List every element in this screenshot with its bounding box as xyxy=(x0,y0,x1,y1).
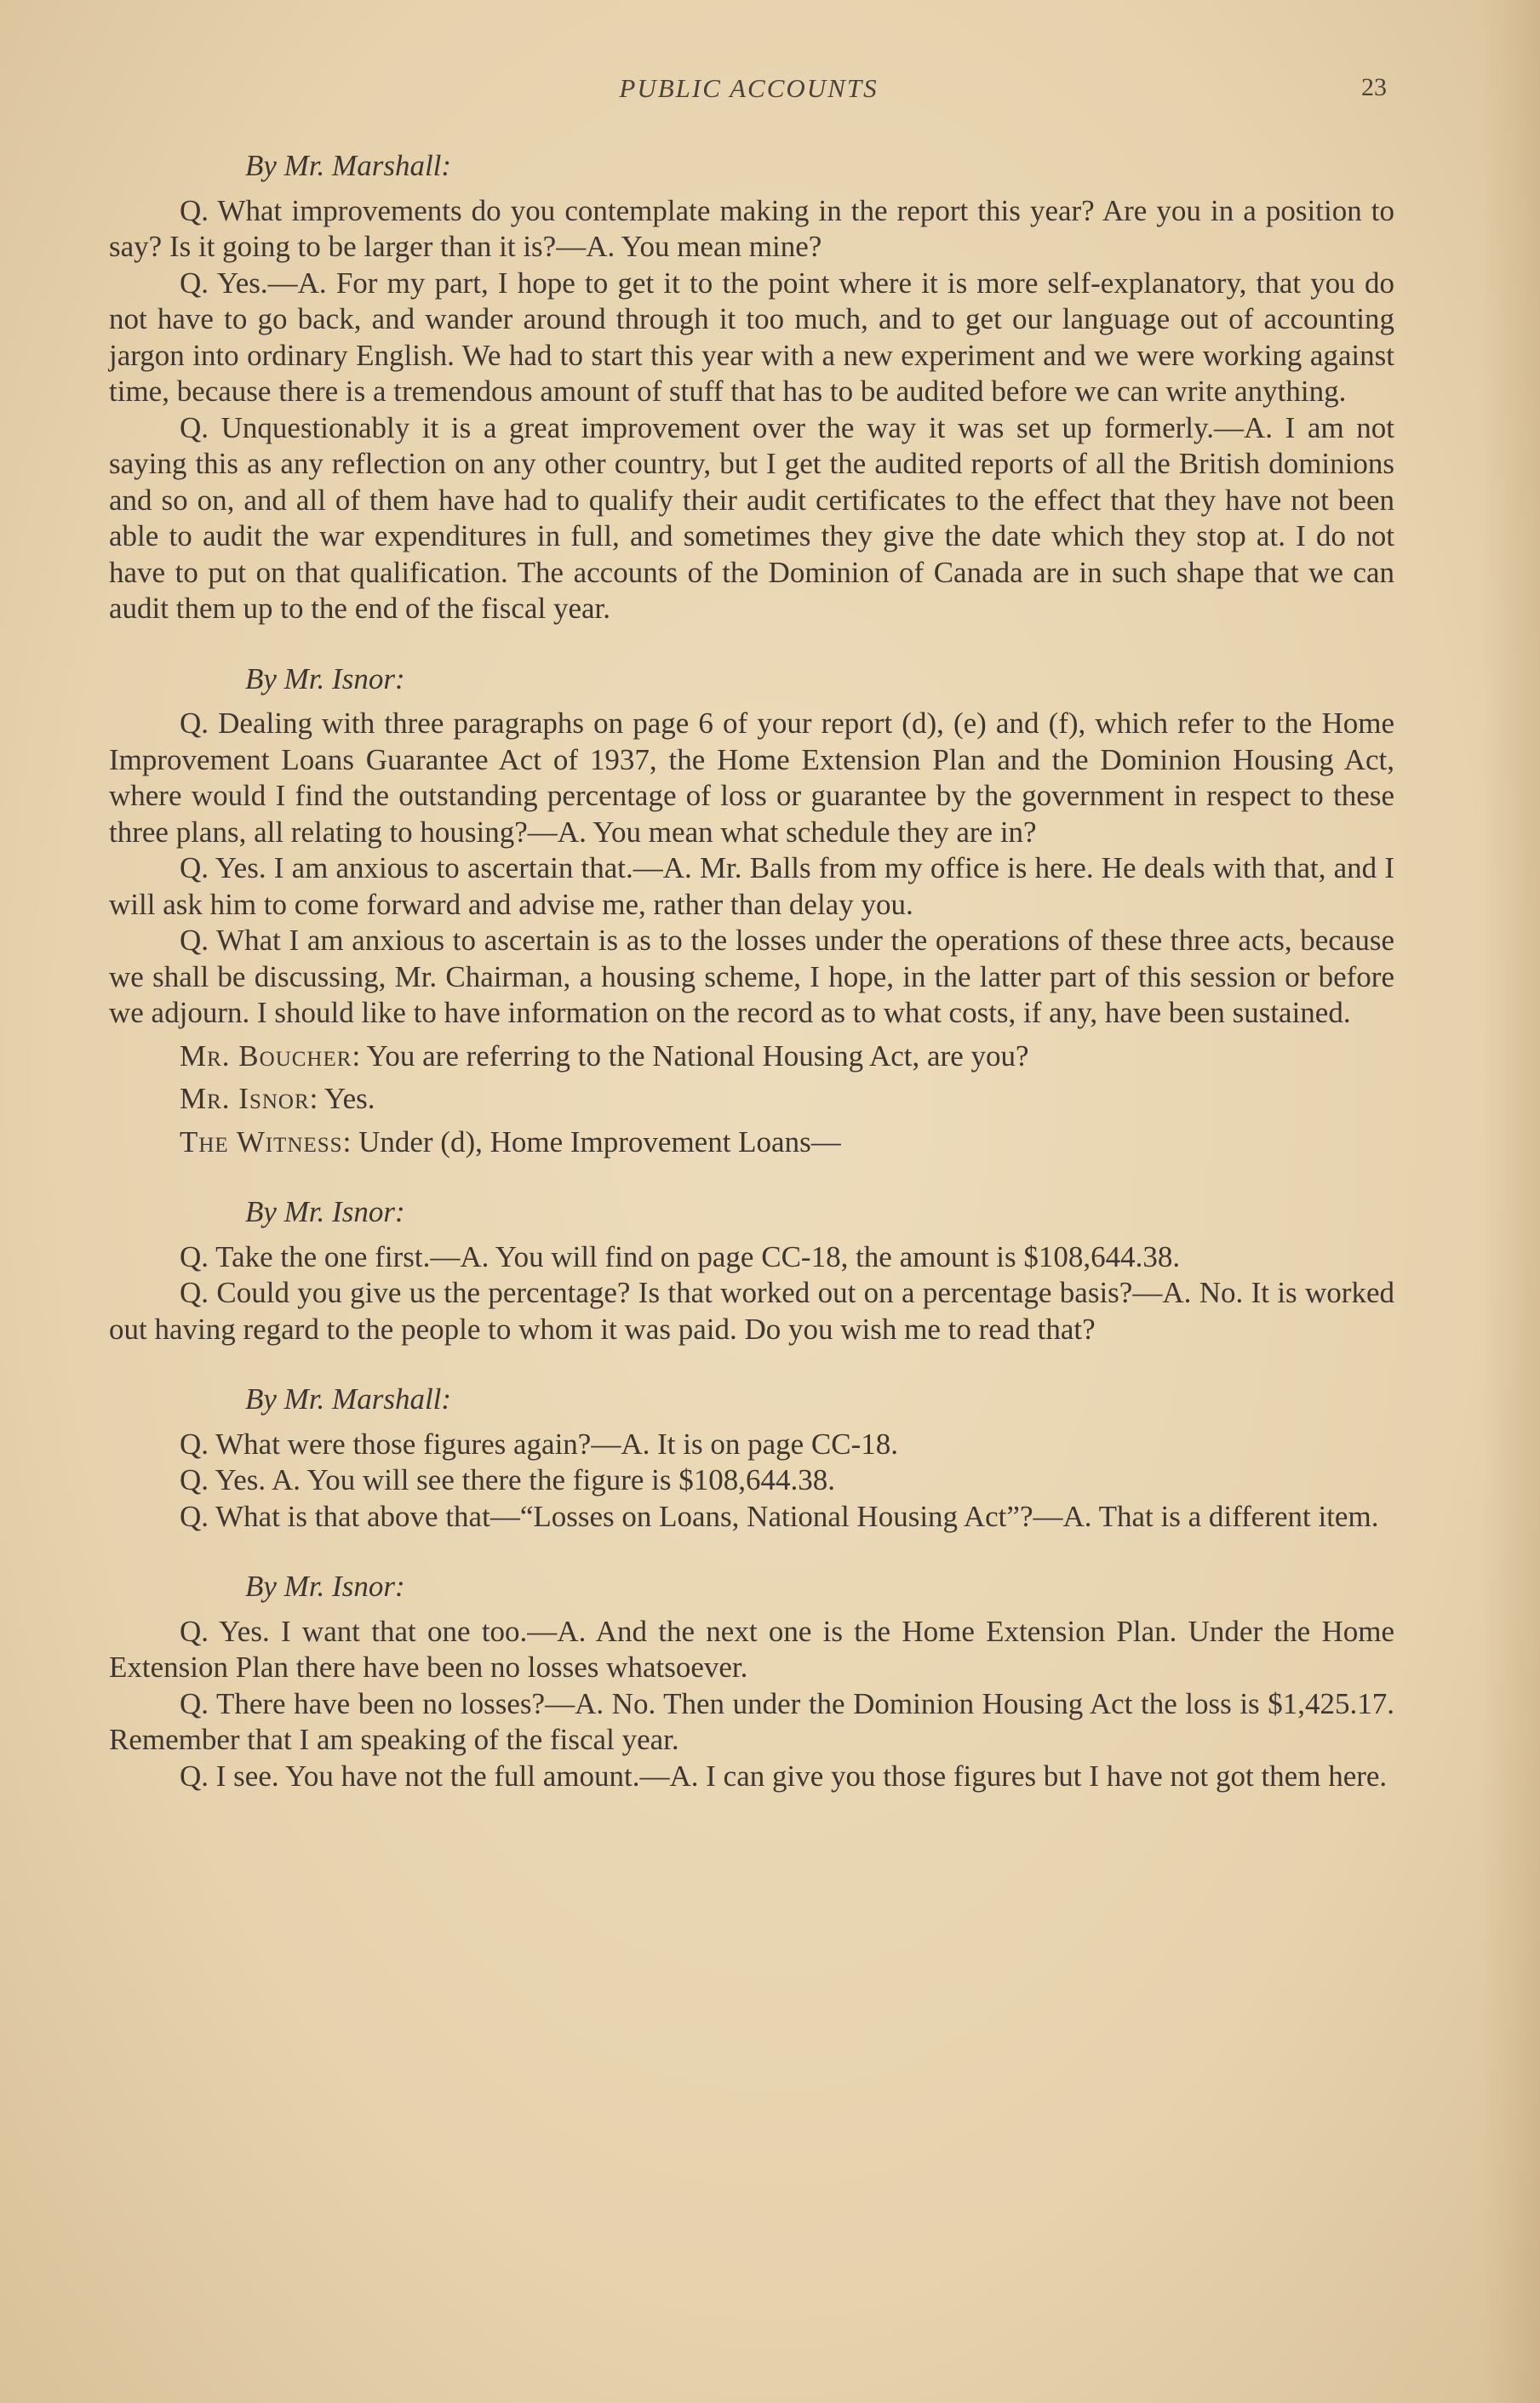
paragraph: Q. I see. You have not the full amount.—A. I can give you those figures but I have not got them here. xyxy=(180,1759,1388,1793)
speaker-line xyxy=(109,1081,1394,1118)
speaker-name: Mr. Boucher xyxy=(180,1038,352,1073)
paragraph: Q. Yes.—A. For my part, I hope to get it to the point where it is more self-explanatory, that you do not have to go back, and wander around through it too much, and to get our language out of accounting jargon into ordinary English. We had to start this year with a new experiment and we were working against time, because there is a tremendous amount of stuff that has to be audited before we can write anything. xyxy=(109,266,1394,408)
page-body xyxy=(109,143,1394,1794)
speaker-heading: By Mr. Isnor: xyxy=(245,661,405,695)
page-number: 23 xyxy=(1361,73,1387,101)
page-header xyxy=(111,73,1387,111)
speaker-line xyxy=(109,1124,1394,1161)
paragraph: Q. Unquestionably it is a great improvement over the way it was set up formerly.—A. I am not saying this as any reflection on any other country, but I get the audited reports of all the British dominions and so on, and all of them have had to qualify their audit certificates to the effect that they have not been able to audit the war expenditures in full, and sometimes they give the date which they stop at. I do not have to put on that qualification. The accounts of the Dominion of Canada are in such shape that we can audit them up to the end of the fiscal year. xyxy=(109,410,1394,625)
paragraph: Q. What improvements do you contemplate making in the report this year? Are you in a position to say? Is it going to be larger than it is?—A. You mean mine? xyxy=(109,193,1394,263)
paragraph: Q. Yes. I want that one too.—A. And the next one is the Home Extension Plan. Under the Home Extension Plan there have been no losses whatsoever. xyxy=(109,1614,1394,1684)
paragraph: Q. Yes. A. You will see there the figure is $108,644.38. xyxy=(180,1463,835,1496)
speaker-text: : Yes. xyxy=(309,1082,375,1115)
paragraph: Q. Could you give us the percentage? Is that worked out on a percentage basis?—A. No. It is worked out having regard to the people to whom it was paid. Do you wish me to read that? xyxy=(109,1276,1394,1346)
paragraph: Q. Take the one first.—A. You will find on page CC-18, the amount is $108,644.38. xyxy=(180,1239,1181,1273)
speaker-heading: By Mr. Marshall: xyxy=(245,1382,452,1416)
speaker-name: Mr. Isnor xyxy=(180,1082,310,1115)
paragraph: Q. What were those figures again?—A. It is on page CC-18. xyxy=(180,1427,898,1461)
speaker-name: The Witness xyxy=(180,1124,343,1159)
paragraph: Q. What is that above that—“Losses on Loans, National Housing Act”?—A. That is a different item. xyxy=(180,1499,1379,1533)
speaker-text: : You are referring to the National Housing Act, are you? xyxy=(352,1038,1029,1073)
speaker-heading: By Mr. Isnor: xyxy=(245,1195,405,1228)
speaker-heading: By Mr. Isnor: xyxy=(245,1570,405,1603)
paragraph: Q. There have been no losses?—A. No. Then under the Dominion Housing Act the loss is $1,425.17. Remember that I am speaking of the fiscal year. xyxy=(109,1686,1394,1756)
speaker-line xyxy=(109,1038,1394,1075)
paragraph: Q. What I am anxious to ascertain is as to the losses under the operations of these three acts, because we shall be discussing, Mr. Chairman, a housing scheme, I hope, in the latter part of this session or before we adjourn. I should like to have information on the record as to what costs, if any, have been sustained. xyxy=(109,924,1394,1029)
paragraph: Q. Yes. I am anxious to ascertain that.—A. Mr. Balls from my office is here. He deals with that, and I will ask him to come forward and advise me, rather than delay you. xyxy=(109,851,1394,921)
speaker-heading: By Mr. Marshall: xyxy=(245,149,452,182)
paragraph: Q. Dealing with three paragraphs on page 6 of your report (d), (e) and (f), which refer to the Home Improvement Loans Guarantee Act of 1937, the Home Extension Plan and the Dominion Housing Act, where would I find the outstanding percentage of loss or guarantee by the government in respect to these three plans, all relating to housing?—A. You mean what schedule they are in? xyxy=(109,707,1394,849)
running-head: PUBLIC ACCOUNTS xyxy=(619,73,879,103)
speaker-text: : Under (d), Home Improvement Loans— xyxy=(342,1124,841,1159)
page-edge-shading xyxy=(1480,0,1540,2403)
